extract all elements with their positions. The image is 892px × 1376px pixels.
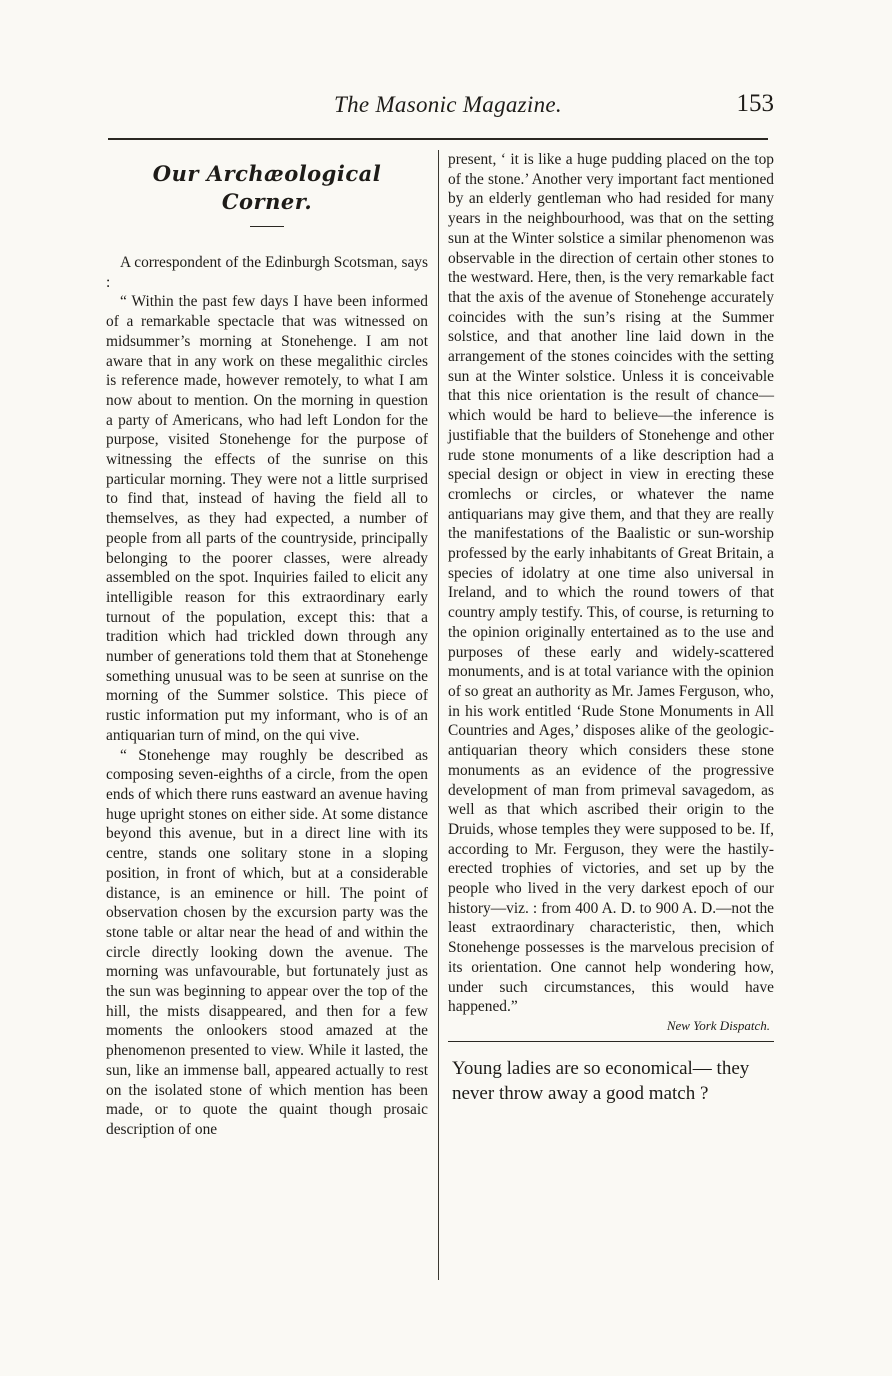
body-paragraph: “ Stonehenge may roughly be described as composing seven-eighths of a circle, from the open ends of which there runs eastward an avenue having huge upright stones on either side. At some distance beyond this avenue, but in a direct line with its centre, stands one solitary stone in a sloping position, in front of which, but at a considerable distance, is an eminence or hill. The point of observation chosen by the excursion party was the stone table or altar near the head of and within the circle directly looking down the avenue. The morning was unfavourable, but fortunately just as the sun was beginning to appear over the top of the hill, the mists disappeared, and then for a few moments the onlookers stood amazed at the phenomenon presented to view. While it lasted, the sun, like an immense ball, appeared actually to rest on the isolated stone of which mention has been made, or to quote the quaint though prosaic description of one xyxy=(106,746,428,1138)
header-rule xyxy=(108,138,768,140)
column-divider xyxy=(438,150,439,1280)
left-column xyxy=(106,160,428,1140)
article-credit: New York Dispatch. xyxy=(666,1017,770,1033)
page-number: 153 xyxy=(736,90,774,117)
article-title: Our Archæological Corner. xyxy=(152,161,382,214)
section-rule xyxy=(448,1041,774,1042)
running-head-title: The Masonic Magazine. xyxy=(334,92,562,117)
filler-joke: Young ladies are so economical— they never throw away a good match ? xyxy=(452,1057,750,1104)
body-paragraph: present, ‘ it is like a huge pudding placed on the top of the stone.’ Another very important fact mentioned by an elderly gentleman who had resided for many years in the neighbourhood, was that on the setting sun at the Winter solstice a similar phenomenon was observable in the direction of certain other stones to the westward. Here, then, is the very remarkable fact that the axis of the avenue of Stonehenge accurately coincides with the sun’s rising at the Summer solstice, and that another line laid down in the arrangement of the stones coincides with the setting sun at the Winter solstice. Unless it is conceivable that this nice orientation is the result of chance—which would be hard to believe—the inference is justifiable that the builders of Stonehenge and other rude stone monuments of a like description had a special design or object in view in erecting these cromlechs or circles, or whatever the name antiquarians may give them, and that they are really the manifestations of the Baalistic or sun-worship professed by the early inhabitants of Great Britain, a species of idolatry at one time also universal in Ireland, and to which the round towers of that country amply testify. This, of course, is returning to the opinion originally entertained as to the use and purposes of these early and widely-scattered monuments, and is at total variance with the opinion of so great an authority as Mr. James Ferguson, who, in his work entitled ‘Rude Stone Monuments in All Countries and Ages,’ disposes alike of the geologic-antiquarian theory which considers these stone monuments as an evidence of the progressive development of man from primeval savagedom, as well as that which ascribed their origin to the Druids, whose temples they were supposed to be. If, according to Mr. Ferguson, they were the hastily-erected trophies of victories, and set up by the people who lived in the very darkest epoch of our history—viz. : from 400 A. D. to 900 A. D.—not the least extraordinary characteristic, then, which Stonehenge possesses is the marvelous precision of its orientation. One cannot help wondering how, under such circumstances, this would have happened.” xyxy=(448,151,774,1016)
title-rule xyxy=(250,226,284,227)
intro-paragraph: A correspondent of the Edinburgh Scotsman, says : xyxy=(106,254,428,291)
right-column xyxy=(448,150,774,1106)
body-paragraph: “ Within the past few days I have been informed of a remarkable spectacle that was witnessed on midsummer’s morning at Stonehenge. I am not aware that in any work on these megalithic circles is reference made, however remotely, to what I am now about to mention. On the morning in question a party of Americans, who had left London for the purpose, visited Stonehenge for the purpose of witnessing the effects of the sunrise on this particular morning. They were not a little surprised to find that, instead of having the field all to themselves, as they had expected, a number of people from all parts of the countryside, principally belonging to the poorer classes, were already assembled on the spot. Inquiries failed to elicit any intelligible reason for this extraordinary early turnout of the population, except this: that a tradition which had trickled down through any number of generations told them that at Stonehenge something unusual was to be seen at sunrise on the morning of the Summer solstice. This piece of rustic information put my informant, who is of an antiquarian turn of mind, on the qui vive. xyxy=(106,293,428,744)
